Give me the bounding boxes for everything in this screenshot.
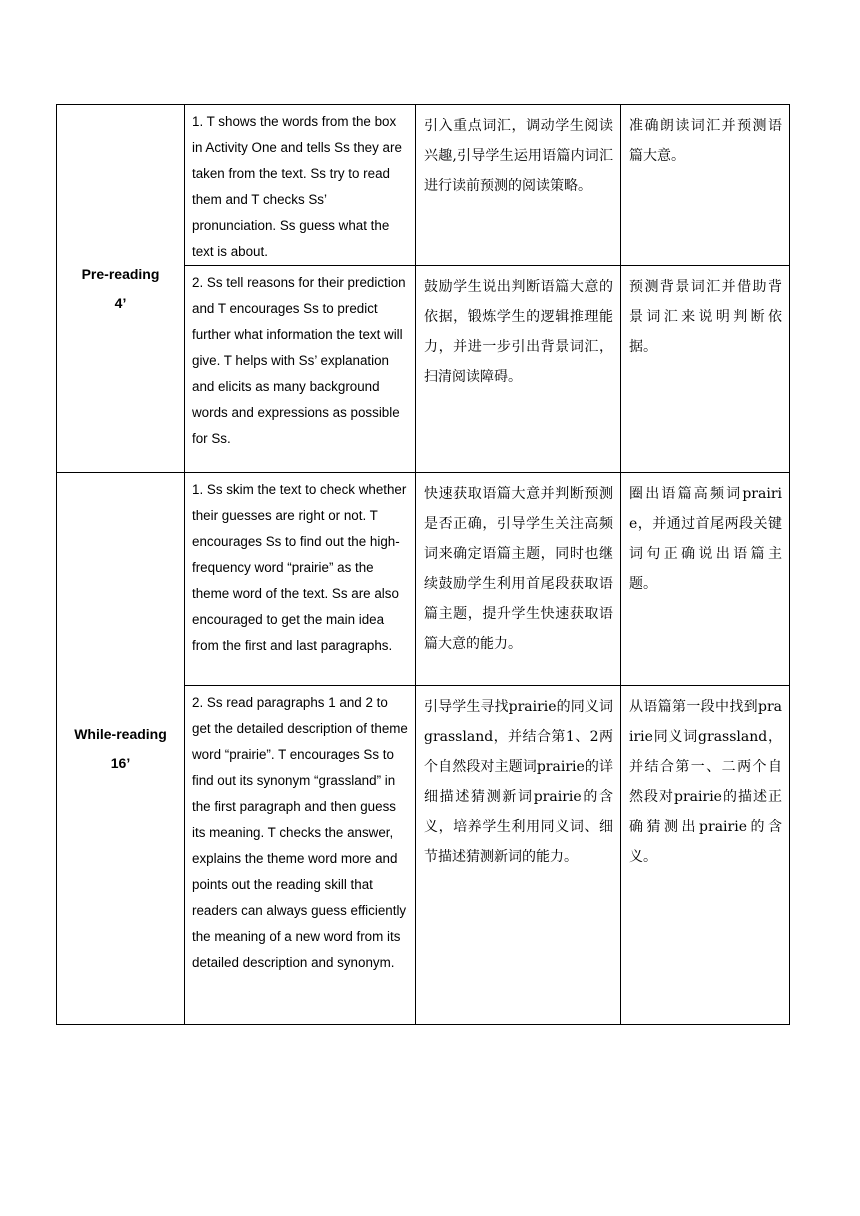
- activity-cell: [185, 266, 416, 473]
- outcome-text: 从语篇第一段中找到prairie同义词grassland，并结合第一、二两个自然段对prairie的描述正确猜测出prairie的含义。: [629, 699, 782, 865]
- activity-cell: [185, 105, 416, 266]
- table-row: [57, 473, 790, 686]
- outcome-cell: [621, 105, 790, 266]
- stage-name: Pre-reading: [81, 265, 160, 282]
- outcome-text: 预测背景词汇并借助背景词汇来说明判断依据。: [629, 279, 782, 355]
- purpose-cell: [416, 105, 621, 266]
- outcome-text: 准确朗读词汇并预测语篇大意。: [629, 118, 782, 164]
- purpose-text: 引导学生寻找prairie的同义词grassland，并结合第1、2两个自然段对主题词prairie的详细描述猜测新词prairie的含义，培养学生利用同义词、细节描述猜测新词的能力。: [424, 699, 613, 865]
- table-row: [57, 105, 790, 266]
- activity-cell: [185, 473, 416, 686]
- outcome-text: 圈出语篇高频词prairie，并通过首尾两段关键词句正确说出语篇主题。: [629, 486, 782, 592]
- outcome-cell: [621, 686, 790, 1025]
- stage-time: 4’: [114, 294, 127, 311]
- outcome-cell: [621, 266, 790, 473]
- purpose-text: 鼓励学生说出判断语篇大意的依据，锻炼学生的逻辑推理能力，并进一步引出背景词汇，扫清阅读障碍。: [424, 279, 613, 385]
- activity-text: 2. Ss read paragraphs 1 and 2 to get the detailed description of theme word “prairie”. T encourages Ss to find out its synonym “grassland” in the first paragraph and then guess its meaning. T checks the answer, explains the theme word more and points out the reading skill that readers can always guess efficiently the meaning of a new word from its detailed description and synonym.: [192, 695, 408, 970]
- stage-cell-pre-reading: [57, 105, 185, 473]
- purpose-text: 引入重点词汇，调动学生阅读兴趣,引导学生运用语篇内词汇进行读前预测的阅读策略。: [424, 118, 613, 194]
- purpose-cell: [416, 473, 621, 686]
- activity-text: 1. Ss skim the text to check whether their guesses are right or not. T encourages Ss to find out the high-frequency word “prairie” as the theme word of the text. Ss are also encouraged to get the main idea from the first and last paragraphs.: [192, 482, 407, 653]
- lesson-plan-table: [56, 104, 790, 1025]
- outcome-cell: [621, 473, 790, 686]
- purpose-cell: [416, 686, 621, 1025]
- activity-cell: [185, 686, 416, 1025]
- stage-time: 16’: [110, 754, 131, 771]
- activity-text: 1. T shows the words from the box in Activity One and tells Ss they are taken from the text. Ss try to read them and T checks Ss’ pronunciation. Ss guess what the text is about.: [192, 114, 402, 259]
- purpose-text: 快速获取语篇大意并判断预测是否正确，引导学生关注高频词来确定语篇主题，同时也继续鼓励学生利用首尾段获取语篇主题，提升学生快速获取语篇大意的能力。: [424, 486, 613, 652]
- stage-name: While-reading: [74, 725, 167, 742]
- purpose-cell: [416, 266, 621, 473]
- stage-cell-while-reading: [57, 473, 185, 1025]
- activity-text: 2. Ss tell reasons for their prediction and T encourages Ss to predict further what information the text will give. T helps with Ss’ explanation and elicits as many background words and expressions as possible for Ss.: [192, 275, 406, 446]
